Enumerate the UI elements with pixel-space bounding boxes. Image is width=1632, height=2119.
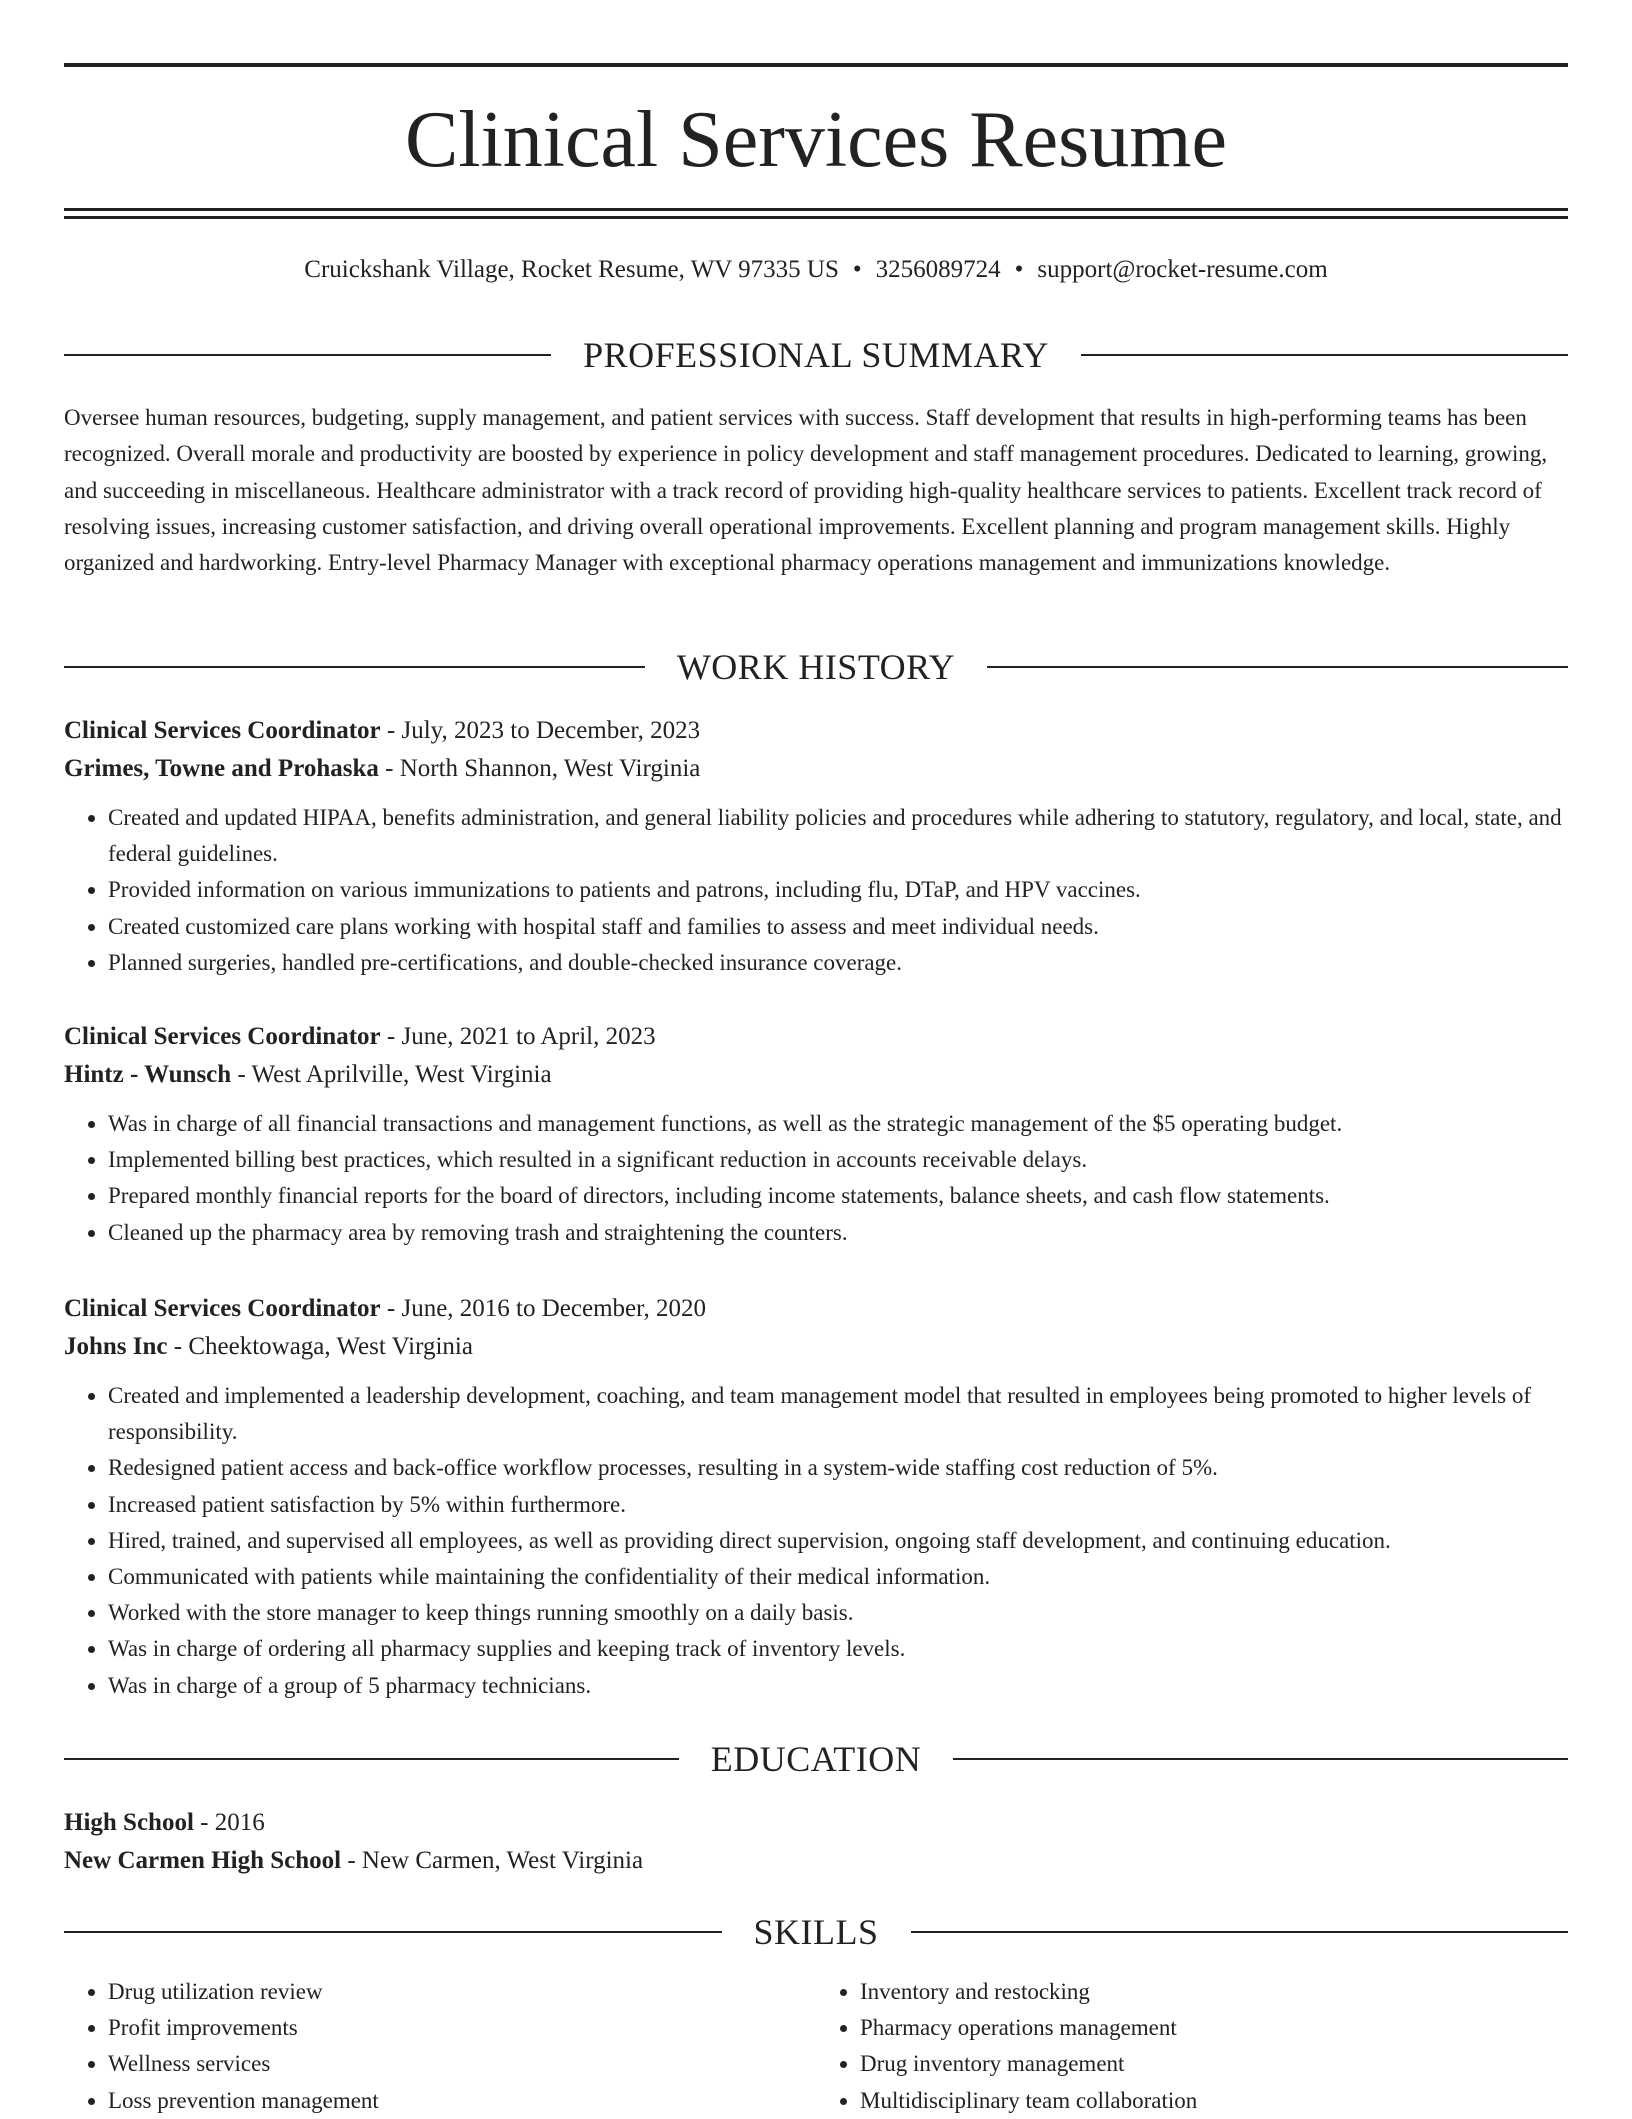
contact-separator: • — [1014, 256, 1024, 283]
job-company-line — [64, 1056, 1568, 1094]
job-title: Clinical Services Coordinator — [64, 717, 381, 744]
job-bullet: • Was in charge of ordering all pharmacy supplies and keeping track of inventory levels. — [108, 1631, 1568, 1667]
heading-rule — [64, 1758, 679, 1760]
skills-heading-row — [64, 1910, 1568, 1954]
summary-text: Oversee human resources, budgeting, supply management, and patient services with success. Staff development that results in high-performing teams has been recognized. Overall morale and productivity are boosted by experience in policy development and staff management procedures. Dedicated to learning, growing, and succeeding in miscellaneous. Healthcare administrator with a track record of providing high-quality healthcare services to patients. Excellent track record of resolving issues, increasing customer satisfaction, and driving overall operational improvements. Excellent planning and program management skills. Highly organized and hardworking. Entry-level Pharmacy Manager with exceptional pharmacy operations management and immunizations knowledge. — [64, 405, 1548, 576]
skills-list-left — [64, 1974, 816, 2119]
contact-address: Cruickshank Village, Rocket Resume, WV 97335 US — [304, 256, 839, 283]
skills-columns — [64, 1974, 1568, 2119]
summary-heading: PROFESSIONAL SUMMARY — [583, 335, 1049, 375]
job-entry — [64, 1290, 1568, 1704]
job-entry — [64, 1018, 1568, 1251]
heading-rule — [953, 1758, 1568, 1760]
resume-title: Clinical Services Resume — [404, 96, 1228, 184]
heading-rule — [987, 666, 1568, 668]
job-bullets — [64, 1378, 1568, 1704]
education-school: New Carmen High School — [64, 1847, 342, 1874]
education-degree: High School — [64, 1809, 194, 1836]
job-entry — [64, 712, 1568, 981]
job-title-line — [64, 1018, 1568, 1056]
work-heading-row — [64, 645, 1568, 689]
skill-item: • Inventory and restocking — [860, 1974, 1568, 2010]
job-company: Johns Inc — [64, 1333, 168, 1360]
education-location: - New Carmen, West Virginia — [341, 1847, 644, 1874]
top-rule — [64, 63, 1568, 67]
job-bullet: • Was in charge of a group of 5 pharmacy technicians. — [108, 1668, 1568, 1704]
job-company-line — [64, 750, 1568, 788]
job-company: Hintz - Wunsch — [64, 1061, 232, 1088]
job-dates: - June, 2016 to December, 2020 — [380, 1295, 706, 1322]
job-company: Grimes, Towne and Prohaska — [64, 755, 379, 782]
job-bullet: • Planned surgeries, handled pre-certifications, and double-checked insurance coverage. — [108, 945, 1568, 981]
job-bullet: • Hired, trained, and supervised all employees, as well as providing direct supervision, ongoing staff development, and continuing education. — [108, 1523, 1568, 1559]
education-year: - 2016 — [193, 1809, 265, 1836]
job-title: Clinical Services Coordinator — [64, 1023, 381, 1050]
skills-heading: SKILLS — [753, 1912, 879, 1952]
contact-email: support@rocket-resume.com — [1037, 256, 1328, 283]
job-bullet: • Worked with the store manager to keep things running smoothly on a daily basis. — [108, 1595, 1568, 1631]
work-heading: WORK HISTORY — [676, 647, 956, 687]
job-bullets — [64, 1106, 1568, 1251]
heading-rule — [64, 1931, 722, 1933]
job-location: - West Aprilville, West Virginia — [231, 1061, 552, 1088]
education-degree-line — [64, 1804, 1568, 1842]
heading-rule — [64, 666, 645, 668]
education-heading-row — [64, 1737, 1568, 1781]
job-bullet: • Created customized care plans working with hospital staff and families to assess and meet individual needs. — [108, 909, 1568, 945]
education-entry — [64, 1804, 1568, 1880]
job-bullet: • Increased patient satisfaction by 5% within furthermore. — [108, 1487, 1568, 1523]
title-double-rule — [64, 208, 1568, 219]
job-dates: - July, 2023 to December, 2023 — [380, 717, 701, 744]
contact-line — [64, 253, 1568, 287]
skill-item: • Drug utilization review — [108, 1974, 816, 2010]
skills-list-right — [816, 1974, 1568, 2119]
education-heading: EDUCATION — [710, 1739, 922, 1779]
job-bullets — [64, 800, 1568, 981]
job-location: - North Shannon, West Virginia — [378, 755, 701, 782]
job-bullet: • Redesigned patient access and back-office workflow processes, resulting in a system-wide staffing cost reduction of 5%. — [108, 1450, 1568, 1486]
job-bullet: • Provided information on various immunizations to patients and patrons, including flu, DTaP, and HPV vaccines. — [108, 872, 1568, 908]
contact-separator: • — [852, 256, 862, 283]
job-title-line — [64, 1290, 1568, 1328]
skill-item: • Wellness services — [108, 2046, 816, 2082]
job-bullet: • Implemented billing best practices, which resulted in a significant reduction in accounts receivable delays. — [108, 1142, 1568, 1178]
skill-item: • Pharmacy operations management — [860, 2010, 1568, 2046]
skill-item: • Profit improvements — [108, 2010, 816, 2046]
heading-rule — [64, 354, 551, 356]
skill-item: • Loss prevention management — [108, 2083, 816, 2119]
job-bullet: • Cleaned up the pharmacy area by removing trash and straightening the counters. — [108, 1215, 1568, 1251]
job-bullet: • Prepared monthly financial reports for the board of directors, including income statements, balance sheets, and cash flow statements. — [108, 1178, 1568, 1214]
job-company-line — [64, 1328, 1568, 1366]
education-school-line — [64, 1842, 1568, 1880]
job-dates: - June, 2021 to April, 2023 — [380, 1023, 656, 1050]
heading-rule — [911, 1931, 1569, 1933]
job-location: - Cheektowaga, West Virginia — [167, 1333, 473, 1360]
job-bullet: • Created and updated HIPAA, benefits administration, and general liability policies and procedures while adhering to statutory, regulatory, and local, state, and federal guidelines. — [108, 800, 1568, 872]
job-bullet: • Created and implemented a leadership development, coaching, and team management model that resulted in employees being promoted to higher levels of responsibility. — [108, 1378, 1568, 1450]
job-title: Clinical Services Coordinator — [64, 1295, 381, 1322]
job-bullet: • Was in charge of all financial transactions and management functions, as well as the strategic management of the $5 operating budget. — [108, 1106, 1568, 1142]
skill-item: • Drug inventory management — [860, 2046, 1568, 2082]
job-title-line — [64, 712, 1568, 750]
summary-heading-row — [64, 333, 1568, 377]
contact-phone: 3256089724 — [875, 256, 1001, 283]
job-bullet: • Communicated with patients while maintaining the confidentiality of their medical information. — [108, 1559, 1568, 1595]
skill-item: • Multidisciplinary team collaboration — [860, 2083, 1568, 2119]
heading-rule — [1081, 354, 1568, 356]
